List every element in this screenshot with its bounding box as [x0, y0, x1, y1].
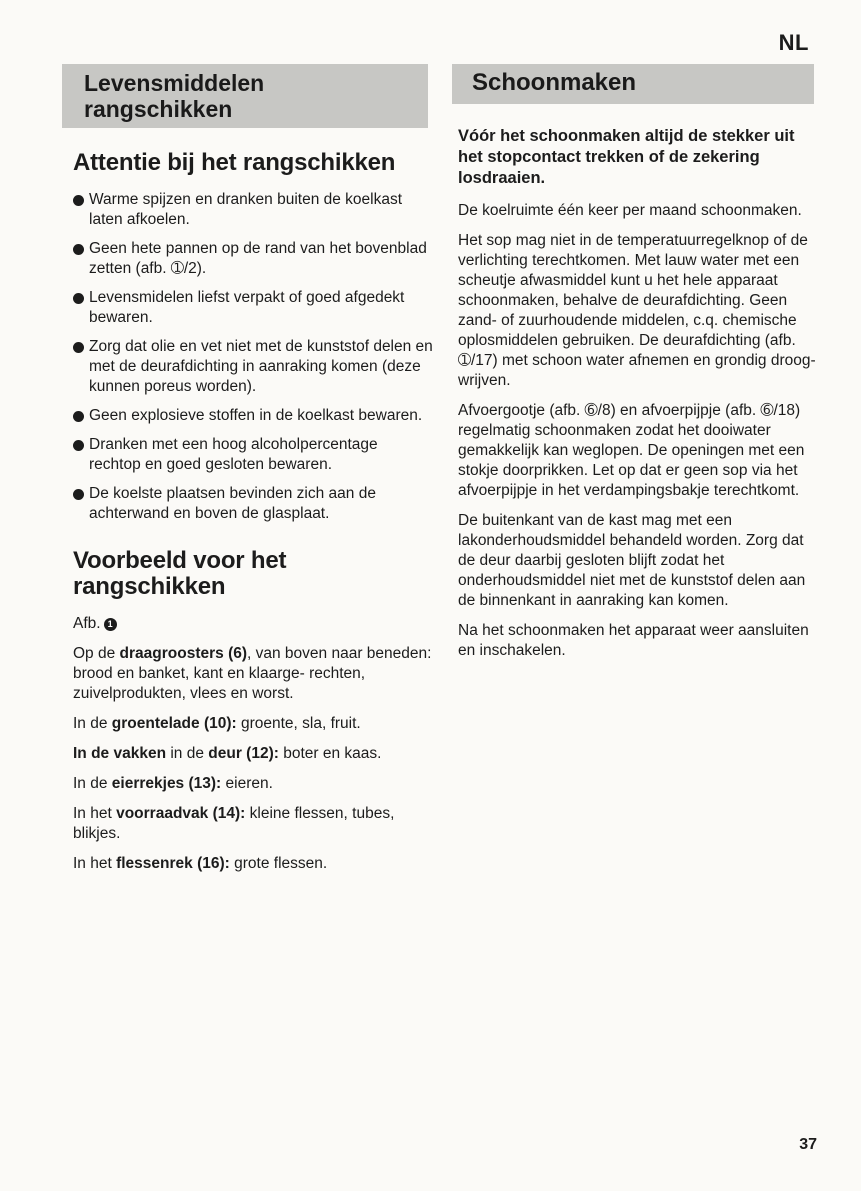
paragraph-groentelade: In de groentelade (10): groente, sla, fruit.	[73, 715, 361, 732]
paragraph-drain: Afvoergootje (afb. ➅/8) en afvoerpijpje (afb. ➅/18) regelmatig schoonmaken zodat het dooiwater gemakkelijk kan weglopen. De openingen met een stokje doorprikken. Let op dat er geen sop via het afvoerpijpje in het verdampingsbakje terechtkomt.	[458, 402, 805, 499]
heading-voorbeeld: Voorbeeld voor het rangschikken	[73, 547, 287, 600]
list-item: Geen hete pannen op de rand van het bovenblad zetten (afb. ➀/2).	[73, 239, 433, 279]
figure-reference: Afb. 1	[73, 614, 433, 634]
paragraph-eierrekjes: In de eierrekjes (13): eieren.	[73, 775, 273, 792]
page-number: 37	[799, 1136, 817, 1153]
bullet-icon	[73, 489, 84, 500]
list-item: Levensmidelen liefst verpakt of goed afgedekt bewaren.	[73, 288, 433, 328]
attentie-list	[73, 190, 433, 524]
paragraph-cleaning-method: Het sop mag niet in de temperatuurregelknop of de verlichting terechtkomen. Met lauw water met een scheutje afwasmiddel kunt u het hele apparaat schoonmaken, behalve de deurafdichting. Geen zand- of zuurhoudende middelen, c.q. chemische oplosmiddelen gebruiken. De deurafdichting (afb. ➀/17) met schoon water afnemen en grondig droog- wrijven.	[458, 232, 816, 389]
bullet-icon	[73, 195, 84, 206]
banner-line-2: rangschikken	[84, 96, 233, 122]
paragraph-vakken: In de vakken in de deur (12): boter en kaas.	[73, 745, 382, 762]
paragraph-voorraadvak: In het voorraadvak (14): kleine flessen, tubes, blikjes.	[73, 805, 395, 842]
list-item: Dranken met een hoog alcoholpercentage rechtop en goed gesloten bewaren.	[73, 435, 433, 475]
bullet-icon	[73, 293, 84, 304]
list-item: Zorg dat olie en vet niet met de kunststof delen en met de deurafdichting in aanraking komen (deze kunnen poreus worden).	[73, 337, 433, 397]
right-column	[458, 126, 818, 671]
section-banner-schoonmaken: Schoonmaken	[452, 64, 814, 104]
left-column	[73, 150, 433, 884]
paragraph-exterior: De buitenkant van de kast mag met een lakonderhoudsmiddel behandeld worden. Zorg dat de deur daarbij gesloten blijft zodat het onderhoudsmiddel niet met de kunststof delen aan de binnenkant in aanraking kan komen.	[458, 512, 806, 609]
section-banner-rangschikken	[62, 64, 428, 128]
language-badge: NL	[778, 30, 809, 55]
bullet-icon	[73, 244, 84, 255]
bullet-icon	[73, 440, 84, 451]
list-item: De koelste plaatsen bevinden zich aan de achterwand en boven de glasplaat.	[73, 484, 433, 524]
paragraph-flessenrek: In het flessenrek (16): grote flessen.	[73, 855, 328, 872]
list-item: Warme spijzen en dranken buiten de koelkast laten afkoelen.	[73, 190, 433, 230]
paragraph-frequency: De koelruimte één keer per maand schoonmaken.	[458, 202, 802, 219]
banner-line-1: Levensmiddelen	[84, 70, 265, 96]
figure-number-badge: 1	[104, 618, 117, 631]
paragraph-draagroosters: Op de draagroosters (6), van boven naar beneden: brood en banket, kant en klaarge- rechten, zuivelprodukten, vlees en worst.	[73, 645, 432, 702]
safety-warning: Vóór het schoonmaken altijd de stekker uit het stopcontact trekken of de zekering losdraaien.	[458, 127, 795, 187]
bullet-icon	[73, 411, 84, 422]
heading-attentie: Attentie bij het rangschikken	[73, 149, 396, 176]
bullet-icon	[73, 342, 84, 353]
list-item: Geen explosieve stoffen in de koelkast bewaren.	[73, 406, 433, 426]
paragraph-reconnect: Na het schoonmaken het apparaat weer aansluiten en inschakelen.	[458, 622, 809, 659]
